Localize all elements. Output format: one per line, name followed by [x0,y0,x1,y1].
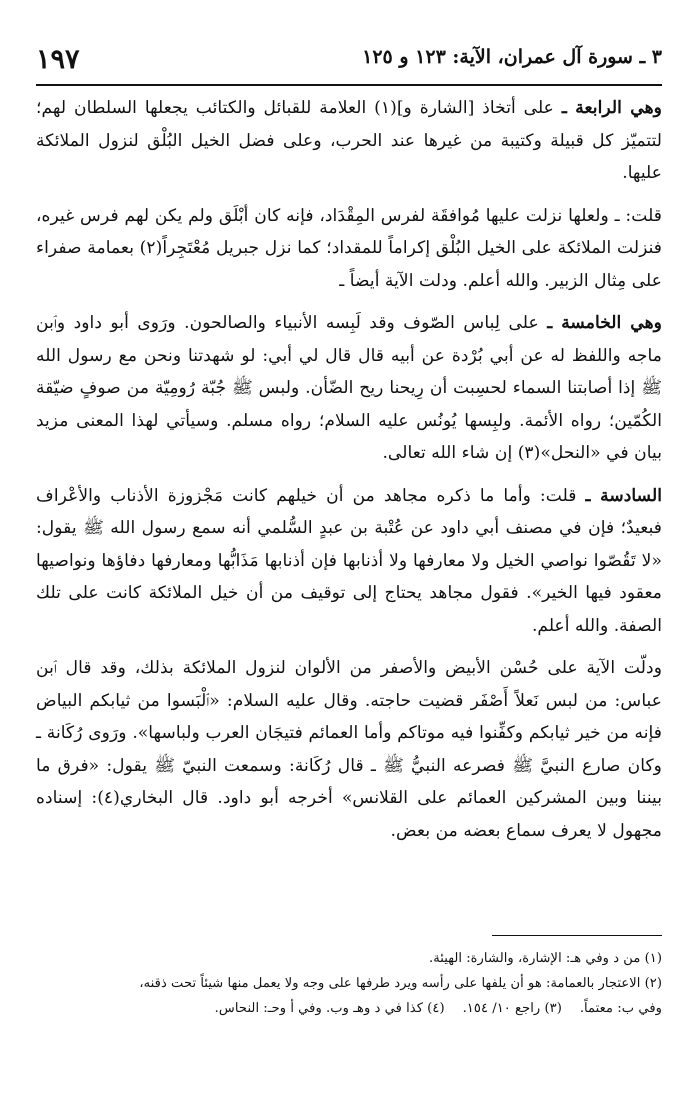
paragraph-sixth [36,480,662,643]
paragraph-lead: وهي الخامسة ـ [547,313,662,333]
paragraph-comment-miqdad [36,200,662,298]
footnote-4: (٤) كذا في د وهـ وب. وفي أ وحـ: النحاس. [214,1001,445,1016]
footnote-3: (٣) راجع ١٠/ ١٥٤. [462,1001,562,1016]
running-title: ٣ ـ سورة آل عمران، الآية: ١٢٣ و ١٢٥ [362,46,662,68]
body-text [36,92,662,857]
footnote-2-cont: وفي ب: معتماً. [579,1001,662,1016]
paragraph-lead: وهي الرابعة ـ [561,98,662,118]
paragraph-colors [36,652,662,847]
paragraph-text: قلت: وأما ما ذكره مجاهد من أن خيلهم كانت مَجْزوزة الأذناب والأعْراف فبعيدٌ؛ فإن في مصنف أبي داود عن عُتْبة بن عبدٍ السُّلمي أنه سمع رسول الله ﷺ يقول: «لا تَقُصّوا نواصي الخيل ولا معارفها ولا أذنابها فإن أذنابها مَذَابُّها ومعارفها دفاؤها ونواصيها معقود فيها الخير». فقول مجاهد يحتاج إلى توقيف من أن خيل الملائكة كانت على تلك الصفة. والله أعلم. [36,485,662,636]
page-header [36,40,662,84]
footnote-2: (٢) الاعتجار بالعمامة: هو أن يلفها على رأسه ويرد طرفها على وجه ولا يعمل منها شيئاً تحت ذقنه، [139,976,662,991]
paragraph-lead: السادسة ـ [585,485,662,506]
paragraph-fifth [36,307,662,470]
paragraph-text: ودلّت الآية على حُسْن الأبيض والأصفر من الألوان لنزول الملائكة بذلك، وقد قال ٱبن عباس: من لبس نَعلاً أَصْفَر قضيت حاجته. وقال عليه السلام: «ٱلْبَسوا من ثيابكم البياض فإنه من خير ثيابكم وكفِّنوا فيه موتاكم وأما العمائم فتيجَان العرب ولباسها». ورَوى رُكَانة ـ وكان صارع النبيَّ ﷺ فصرعه النبيُّ ﷺ ـ قال رُكَانة: وسمعت النبيّ ﷺ يقول: «فرق ما بيننا وبين المشركين العمائم على القلانس» أخرجه أبو داود. قال البخاري(٤): إسناده مجهول لا يعرف سماع بعضه من بعض. [36,658,662,841]
footnote-line-refs [36,996,662,1021]
paragraph-fourth [36,92,662,190]
paragraph-text: على لِباس الصّوف وقد لَبِسه الأنبياء والصالحون. ورَوى أبو داود وٱبن ماجه واللفظ له عن أبي بُرْدة عن أبيه قال قال لي أبي: لو شهدتنا ونحن مع رسول الله ﷺ إذا أصابتنا السماء لحسِبت أن رِيحنا ريح الضّأن. ولبس ﷺ جُبّة رُومِيّة من صوفٍ ضيّقة الكُمّين؛ رواه الأئمة. ولبِسها يُونُس عليه السلام؛ رواه مسلم. وسيأتي لهذا المعنى مزيد بيان في «النحل»(٣) إن شاء الله تعالى. [36,313,662,463]
header-rule [36,84,662,86]
footnote-rule [492,935,662,936]
paragraph-text: قلت: ـ ولعلها نزلت عليها مُوافقَة لفرس المِقْدَاد، فإنه كان أبْلَق ولم يكن لهم فرس غيره، فنزلت الملائكة على الخيل البُلْق إكراماً للمقداد؛ كما نزل جبريل مُعْتَجِراً(٢) بعمامة صفراء على مِثال الزبير. والله أعلم. ودلت الآية أيضاً ـ [36,205,662,291]
footnotes [36,946,662,1021]
page-number: ١٩٧ [36,44,80,75]
paragraph-text: على أتخاذ [الشارة و](١) العلامة للقبائل والكتائب يجعلها السلطان لهم؛ لتتميّز كل قبيلة وكتيبة من غيرها عند الحرب، وعلى فضل الخيل البُلْق لنزول الملائكة عليها. [36,98,662,183]
footnote-1: (١) من د وفي هـ: الإشارة، والشارة: الهيئة. [429,951,662,966]
